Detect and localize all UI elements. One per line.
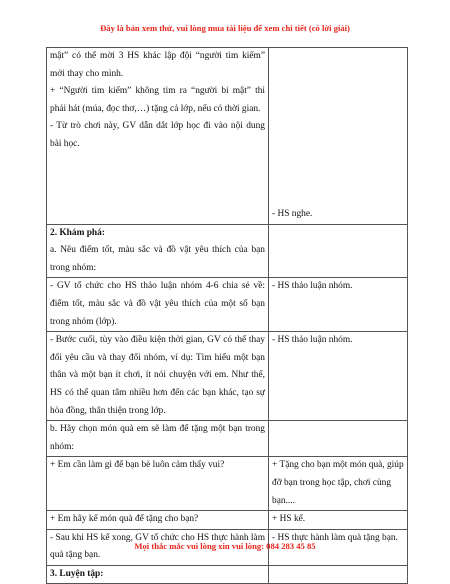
student-activity-cell: [269, 48, 408, 225]
student-activity-cell: [269, 565, 408, 584]
activity-text: - Bước cuối, tùy vào điều kiện thời gian, GV có thể thay đổi yêu cầu và thay đổi nhóm, ví dụ: Tìm hiểu một bạn thân và một bạn ít chơi, ít nói chuyện với em. Như thế, HS có thể quan tâm nhiều hơn đến các bạn khác, tạo sự hòa đồng, thân thiện trong lớp.: [50, 335, 265, 416]
activity-text: - Sau khi HS kể xong, GV tổ chức cho HS thực hành làm quà tặng bạn.: [50, 532, 265, 561]
table-row: [47, 511, 408, 530]
activity-text: - HS thảo luận nhóm.: [272, 281, 353, 292]
student-activity-cell: [269, 511, 408, 530]
lesson-plan-table: [46, 47, 408, 584]
section-heading: 2. Khám phá:: [50, 227, 105, 238]
activity-text: + HS kể.: [272, 514, 306, 525]
activity-text: - Từ trò chơi này, GV dẫn dắt lớp học đi vào nội dung bài học.: [50, 121, 265, 149]
activity-text: b. Hãy chọn món quà em sẽ làm để tặng một bạn trong nhóm:: [50, 424, 265, 452]
activity-text: - GV tổ chức cho HS thảo luận nhóm 4-6 chia sẻ về: điểm tốt, màu sắc và đồ vật yêu thích của một số bạn trong nhóm (lớp).: [50, 281, 265, 327]
contact-notice: Mọi thắc mắc vui lòng xin vui lòng: 084 283 45 85: [134, 541, 316, 551]
activity-text: mật” có thể mời 3 HS khác lập đội “người tìm kiếm” mới thay cho mình.: [50, 51, 265, 79]
teacher-activity-cell: [47, 332, 269, 421]
table-row: [47, 278, 408, 332]
activity-text: a. Nêu điểm tốt, màu sắc và đồ vật yêu thích của bạn trong nhóm:: [50, 245, 265, 273]
activity-text: + Em hãy kể món quà để tặng cho bạn?: [50, 514, 199, 525]
student-activity-cell: [269, 332, 408, 421]
student-activity-cell: [269, 457, 408, 511]
teacher-activity-cell: [47, 224, 269, 278]
activity-text: + Tặng cho bạn một món quà, giúp đỡ bạn trong học tập, chơi cùng bạn....: [272, 460, 404, 506]
preview-notice: Đây là bản xem thử, vui lòng mua tài liệu để xem chi tiết (có lời giải): [100, 23, 350, 33]
activity-text: - HS thực hành làm quà tặng bạn.: [272, 532, 398, 543]
activity-text: - HS nghe.: [272, 209, 313, 219]
table-row: [47, 332, 408, 421]
teacher-activity-cell: [47, 421, 269, 457]
activity-text: - HS thảo luận nhóm.: [272, 335, 353, 346]
table-row: [47, 224, 408, 278]
teacher-activity-cell: [47, 278, 269, 332]
student-activity-cell: [269, 278, 408, 332]
table-row: [47, 48, 408, 225]
student-activity-cell: [269, 224, 408, 278]
teacher-activity-cell: [47, 565, 269, 584]
teacher-activity-cell: [47, 457, 269, 511]
table-row: [47, 421, 408, 457]
activity-text: + “Người tìm kiếm” không tìm ra “người bí mật” thì phải hát (múa, đọc thơ,…) tặng cả lớp, nếu có thời gian.: [50, 86, 265, 114]
teacher-activity-cell: [47, 511, 269, 530]
teacher-activity-cell: [47, 48, 269, 225]
table-row: [47, 457, 408, 511]
table-row: [47, 565, 408, 584]
student-activity-cell: [269, 421, 408, 457]
activity-text: + Em cần làm gì để bạn bè luôn cảm thấy vui?: [50, 460, 225, 471]
section-heading: 3. Luyện tập:: [50, 568, 104, 579]
